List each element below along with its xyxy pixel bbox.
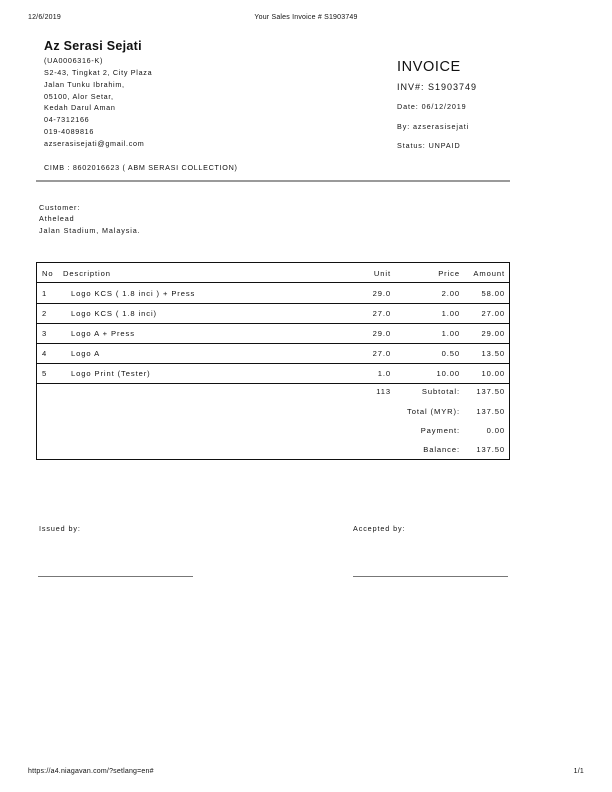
- table-row: [37, 323, 509, 343]
- print-url: https://a4.niagavan.com/?setlang=en#: [28, 768, 154, 775]
- row-description: Logo KCS ( 1.8 inci ) + Press: [71, 289, 196, 298]
- row-unit: 29.0: [372, 289, 391, 298]
- row-description: Logo KCS ( 1.8 inci): [71, 309, 157, 318]
- row-unit: 27.0: [372, 349, 391, 358]
- invoice-date: Date: 06/12/2019: [397, 102, 467, 111]
- invoice-by: By: azserasisejati: [397, 122, 470, 131]
- total-label: Total (MYR):: [407, 407, 460, 416]
- company-name: Az Serasi Sejati: [44, 39, 142, 53]
- accepted-by-label: Accepted by:: [353, 524, 406, 533]
- row-price: 0.50: [441, 349, 460, 358]
- row-unit: 1.0: [377, 369, 391, 378]
- company-phone-1: 04-7312166: [44, 115, 90, 124]
- header-unit: Unit: [373, 269, 391, 278]
- customer-name: Athelead: [39, 214, 75, 223]
- total-units: 113: [376, 387, 391, 396]
- row-description: Logo A + Press: [71, 329, 135, 338]
- table-row: [37, 303, 509, 323]
- balance-value: 137.50: [476, 445, 505, 454]
- row-no: 1: [42, 289, 48, 298]
- row-amount: 58.00: [481, 289, 505, 298]
- subtotal-value: 137.50: [476, 387, 505, 396]
- row-description: Logo Print (Tester): [71, 369, 151, 378]
- row-unit: 29.0: [372, 329, 391, 338]
- row-amount: 27.00: [481, 309, 505, 318]
- totals-divider-line: [37, 383, 509, 384]
- table-row: [37, 343, 509, 363]
- customer-label: Customer:: [39, 203, 81, 212]
- row-price: 2.00: [441, 289, 460, 298]
- row-price: 10.00: [436, 369, 460, 378]
- payment-label: Payment:: [420, 426, 460, 435]
- table-header-row: [37, 263, 509, 283]
- row-no: 4: [42, 349, 48, 358]
- summary-payment-row: [35, 426, 509, 442]
- company-email: azserasisejati@gmail.com: [44, 139, 145, 148]
- row-amount: 13.50: [481, 349, 505, 358]
- header-divider: [36, 180, 510, 182]
- print-date: 12/6/2019: [28, 14, 61, 21]
- print-title: Your Sales Invoice # S1903749: [254, 14, 358, 21]
- issued-by-label: Issued by:: [39, 524, 81, 533]
- header-amount: Amount: [473, 269, 505, 278]
- subtotal-label: Subtotal:: [421, 387, 460, 396]
- header-price: Price: [438, 269, 460, 278]
- header-description: Description: [63, 269, 111, 278]
- company-bank: CIMB : 8602016623 ( ABM SERASI COLLECTION): [44, 163, 238, 172]
- summary-total-row: [35, 407, 509, 423]
- company-reg: (UA0006316-K): [44, 56, 104, 65]
- invoice-status: Status: UNPAID: [397, 141, 461, 150]
- row-no: 3: [42, 329, 48, 338]
- row-no: 5: [42, 369, 48, 378]
- invoice-heading: INVOICE: [397, 59, 461, 75]
- total-value: 137.50: [476, 407, 505, 416]
- row-description: Logo A: [71, 349, 101, 358]
- row-price: 1.00: [441, 309, 460, 318]
- issued-signature-line: [38, 576, 193, 577]
- row-unit: 27.0: [372, 309, 391, 318]
- company-address-2: Jalan Tunku Ibrahim,: [44, 80, 125, 89]
- company-phone-2: 019-4089816: [44, 127, 95, 136]
- summary-balance-row: [35, 445, 509, 461]
- balance-label: Balance:: [423, 445, 460, 454]
- customer-address: Jalan Stadium, Malaysia.: [39, 226, 141, 235]
- company-address-1: S2-43, Tingkat 2, City Plaza: [44, 68, 153, 77]
- accepted-signature-line: [353, 576, 508, 577]
- payment-value: 0.00: [486, 426, 505, 435]
- row-price: 1.00: [441, 329, 460, 338]
- row-amount: 10.00: [481, 369, 505, 378]
- print-page-number: 1/1: [573, 768, 584, 775]
- invoice-table: [36, 262, 510, 460]
- invoice-number: INV#: S1903749: [397, 82, 478, 92]
- row-amount: 29.00: [481, 329, 505, 338]
- table-row: [37, 363, 509, 383]
- header-no: No: [42, 269, 54, 278]
- table-row: [37, 283, 509, 303]
- company-address-3: 05100, Alor Setar,: [44, 92, 114, 101]
- company-address-4: Kedah Darul Aman: [44, 103, 116, 112]
- summary-subtotal-row: [35, 387, 509, 403]
- row-no: 2: [42, 309, 48, 318]
